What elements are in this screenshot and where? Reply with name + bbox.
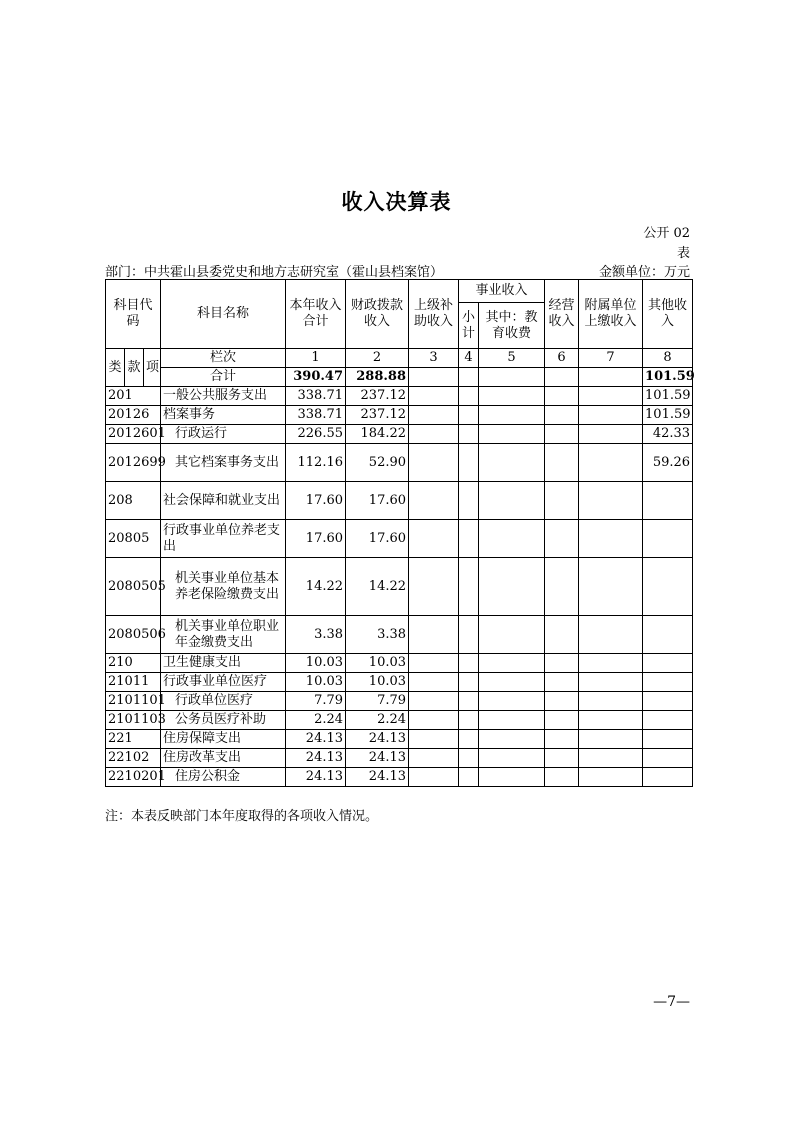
other-income-cell [643,768,693,787]
empty-cell [479,616,545,654]
empty-cell [579,387,643,406]
subject-code: 20126 [106,406,161,425]
empty-cell [459,387,479,406]
total-income-cell: 338.71 [286,387,346,406]
total-income-cell: 24.13 [286,730,346,749]
empty-cell [579,616,643,654]
empty-cell [459,692,479,711]
col-num: 3 [409,349,459,368]
table-row [106,711,693,730]
col-num: 1 [286,349,346,368]
header-fiscal: 财政拨款收入 [346,280,409,349]
empty-cell [409,406,459,425]
table-code-line2: 表 [676,246,690,261]
empty-cell [479,654,545,673]
empty-cell [579,673,643,692]
subject-code: 208 [106,482,161,520]
empty-cell [479,444,545,482]
total-income-value: 390.47 [286,368,346,387]
subject-code: 2012601 [106,425,161,444]
total-income-cell: 226.55 [286,425,346,444]
empty-cell [479,406,545,425]
subject-code: 20805 [106,520,161,558]
subject-name: 机关事业单位基本养老保险缴费支出 [161,558,286,616]
col-num: 5 [479,349,545,368]
fiscal-cell: 52.90 [346,444,409,482]
empty-cell [409,692,459,711]
other-income-cell [643,749,693,768]
unit-label: 金额单位：万元 [598,265,690,280]
empty-cell [409,673,459,692]
table-row [106,730,693,749]
other-income-cell: 42.33 [643,425,693,444]
empty-cell [459,425,479,444]
col-num: 8 [643,349,693,368]
table-row [106,425,693,444]
fiscal-cell: 237.12 [346,387,409,406]
empty-cell [545,444,579,482]
other-income-cell [643,711,693,730]
empty-cell [459,654,479,673]
other-income-cell [643,654,693,673]
header-superior-subsidy: 上级补助收入 [409,280,459,349]
table-row [106,768,693,787]
empty-cell [479,425,545,444]
empty-cell [459,673,479,692]
total-income-cell: 17.60 [286,520,346,558]
header-edu-fee: 其中：教育收费 [479,303,545,349]
total-income-cell: 112.16 [286,444,346,482]
header-other: 其他收入 [643,280,693,349]
empty-cell [579,730,643,749]
table-row [106,654,693,673]
fiscal-cell: 14.22 [346,558,409,616]
table-row [106,673,693,692]
fiscal-cell: 24.13 [346,730,409,749]
other-income-cell: 59.26 [643,444,693,482]
other-income-cell: 101.59 [643,387,693,406]
other-income-cell [643,692,693,711]
total-fiscal-value: 288.88 [346,368,409,387]
table-body [106,387,693,787]
empty-cell [545,768,579,787]
empty-cell [459,616,479,654]
subject-name: 其它档案事务支出 [161,444,286,482]
subject-name: 行政运行 [161,425,286,444]
col-num: 6 [545,349,579,368]
empty-cell [479,730,545,749]
empty-cell [545,749,579,768]
empty-cell [409,730,459,749]
table-row [106,482,693,520]
total-income-cell: 3.38 [286,616,346,654]
empty-cell [579,768,643,787]
page-number: —7— [653,994,690,1010]
empty-cell [479,482,545,520]
empty-cell [409,616,459,654]
income-table [105,279,693,787]
table-row [106,444,693,482]
subject-code: 2101103 [106,711,161,730]
col-num: 7 [579,349,643,368]
table-row [106,692,693,711]
empty-cell [459,749,479,768]
empty-cell [459,444,479,482]
table-row [106,616,693,654]
empty-cell [545,387,579,406]
total-label: 合计 [161,368,286,387]
subject-name: 行政事业单位医疗 [161,673,286,692]
subject-code: 2080505 [106,558,161,616]
department-label: 部门：中共霍山县委党史和地方志研究室（霍山县档案馆） [105,265,444,280]
empty-cell [545,520,579,558]
empty-cell [479,711,545,730]
subject-name: 一般公共服务支出 [161,387,286,406]
header-kuan: 款 [125,349,144,387]
empty-cell [479,749,545,768]
col-num: 2 [346,349,409,368]
other-income-cell [643,482,693,520]
empty-cell [579,558,643,616]
empty-cell [479,768,545,787]
header-total-income: 本年收入合计 [286,280,346,349]
empty-cell [409,654,459,673]
empty-cell [579,482,643,520]
total-income-cell: 24.13 [286,749,346,768]
subject-code: 210 [106,654,161,673]
subject-name: 社会保障和就业支出 [161,482,286,520]
fiscal-cell: 10.03 [346,673,409,692]
empty-cell [579,425,643,444]
empty-cell [545,711,579,730]
empty-cell [479,520,545,558]
header-xiang: 项 [144,349,161,387]
total-income-cell: 338.71 [286,406,346,425]
table-note: 注：本表反映部门本年度取得的各项收入情况。 [105,809,379,824]
empty-cell [409,387,459,406]
total-income-cell: 24.13 [286,768,346,787]
empty-cell [579,749,643,768]
empty-cell [409,520,459,558]
total-income-cell: 17.60 [286,482,346,520]
empty-cell [545,482,579,520]
subject-name: 行政单位医疗 [161,692,286,711]
subject-name: 住房改革支出 [161,749,286,768]
subject-name: 行政事业单位养老支出 [161,520,286,558]
fiscal-cell: 237.12 [346,406,409,425]
table-code-line1: 公开 02 [643,226,690,241]
subject-code: 2012699 [106,444,161,482]
header-lei: 类 [106,349,125,387]
subject-code: 201 [106,387,161,406]
empty-cell [459,482,479,520]
subject-code: 2080506 [106,616,161,654]
total-income-cell: 2.24 [286,711,346,730]
empty-cell [459,558,479,616]
header-subject-name: 科目名称 [161,280,286,349]
column-label: 栏次 [161,349,286,368]
fiscal-cell: 17.60 [346,482,409,520]
empty-cell [459,711,479,730]
table-row [106,558,693,616]
total-income-cell: 14.22 [286,558,346,616]
empty-cell [409,558,459,616]
empty-cell [579,711,643,730]
empty-cell [545,654,579,673]
other-income-cell [643,616,693,654]
empty-cell [479,387,545,406]
other-income-cell [643,520,693,558]
total-income-cell: 7.79 [286,692,346,711]
subject-code: 221 [106,730,161,749]
subject-name: 住房公积金 [161,768,286,787]
empty-cell [545,692,579,711]
other-income-cell: 101.59 [643,406,693,425]
empty-cell [479,692,545,711]
fiscal-cell: 2.24 [346,711,409,730]
empty-cell [545,558,579,616]
fiscal-cell: 10.03 [346,654,409,673]
empty-cell [479,558,545,616]
header-operating: 经营收入 [545,280,579,349]
other-income-cell [643,673,693,692]
subject-name: 公务员医疗补助 [161,711,286,730]
header-affiliated: 附属单位上缴收入 [579,280,643,349]
other-income-cell [643,558,693,616]
total-income-cell: 10.03 [286,654,346,673]
total-other-value: 101.59 [643,368,693,387]
subject-code: 2210201 [106,768,161,787]
subject-name: 卫生健康支出 [161,654,286,673]
empty-cell [409,425,459,444]
empty-cell [579,520,643,558]
subject-code: 2101101 [106,692,161,711]
header-subject-code: 科目代码 [106,280,161,349]
empty-cell [409,749,459,768]
empty-cell [579,444,643,482]
empty-cell [459,406,479,425]
empty-cell [545,730,579,749]
fiscal-cell: 24.13 [346,768,409,787]
empty-cell [545,406,579,425]
empty-cell [479,673,545,692]
empty-cell [409,482,459,520]
empty-cell [579,692,643,711]
empty-cell [545,616,579,654]
table-row [106,406,693,425]
other-income-cell [643,730,693,749]
fiscal-cell: 24.13 [346,749,409,768]
fiscal-cell: 17.60 [346,520,409,558]
fiscal-cell: 3.38 [346,616,409,654]
empty-cell [545,425,579,444]
table-row [106,387,693,406]
table-row [106,749,693,768]
subject-code: 21011 [106,673,161,692]
empty-cell [579,406,643,425]
col-num: 4 [459,349,479,368]
empty-cell [545,673,579,692]
fiscal-cell: 7.79 [346,692,409,711]
empty-cell [409,768,459,787]
subject-name: 档案事务 [161,406,286,425]
header-subtotal: 小计 [459,303,479,349]
empty-cell [459,730,479,749]
page-title: 收入决算表 [341,190,452,214]
empty-cell [409,711,459,730]
subject-code: 22102 [106,749,161,768]
fiscal-cell: 184.22 [346,425,409,444]
empty-cell [579,654,643,673]
empty-cell [409,444,459,482]
subject-name: 住房保障支出 [161,730,286,749]
empty-cell [459,520,479,558]
table-row [106,520,693,558]
total-income-cell: 10.03 [286,673,346,692]
empty-cell [459,768,479,787]
header-business-income: 事业收入 [459,280,545,303]
subject-name: 机关事业单位职业年金缴费支出 [161,616,286,654]
